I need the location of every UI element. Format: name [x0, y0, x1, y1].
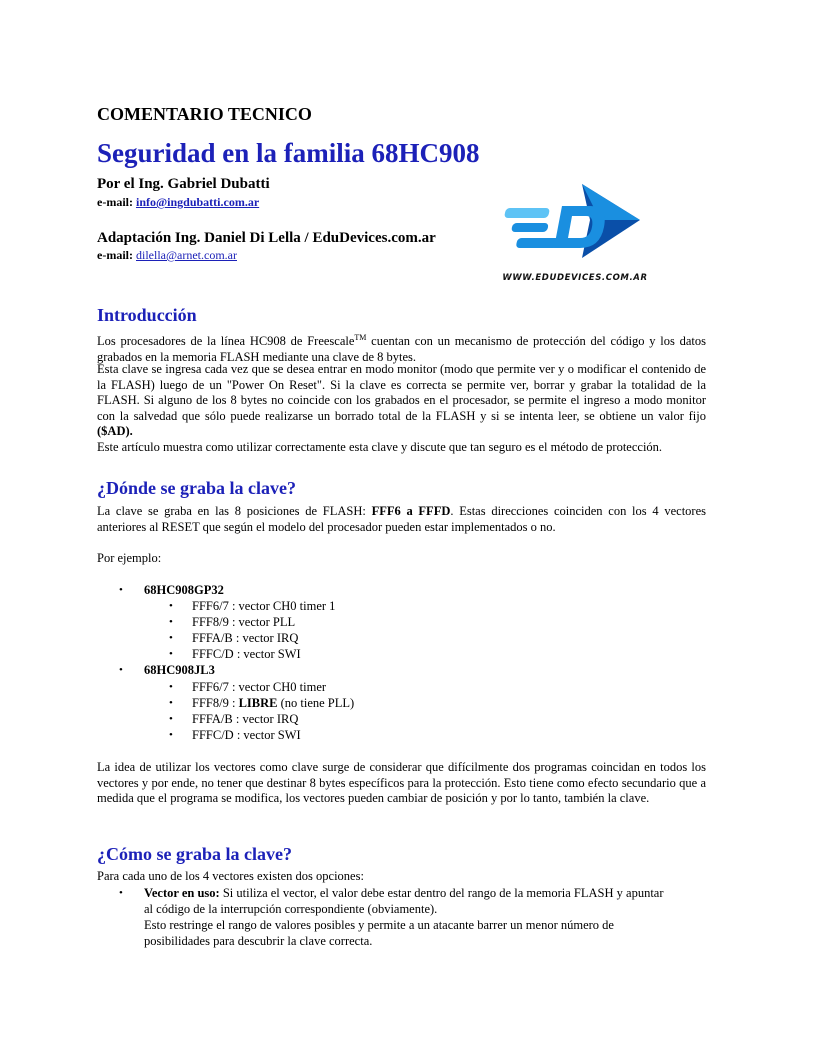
model-name-jl3: 68HC908JL3: [144, 663, 215, 677]
list-item: FFFA/B : vector IRQ: [192, 712, 299, 726]
author-line: Por el Ing. Gabriel Dubatti: [97, 176, 270, 192]
example-label: Por ejemplo:: [97, 551, 162, 565]
adapter-email-link[interactable]: dilella@arnet.com.ar: [135, 248, 237, 262]
intro-paragraph-2: [97, 362, 706, 440]
article-kicker: COMENTARIO TECNICO: [97, 104, 312, 124]
list-item: FFF6/7 : vector CH0 timer: [192, 680, 327, 694]
sub-bullet-icon: •: [169, 729, 173, 741]
list-item-text-cont: (no tiene PLL): [277, 696, 355, 710]
author-email-link[interactable]: info@ingdubatti.com.ar: [135, 195, 260, 209]
section-heading-where: ¿Dónde se graba la clave?: [97, 478, 296, 498]
list-item-text: FFF8/9 :: [192, 696, 239, 710]
sub-bullet-icon: •: [169, 697, 173, 709]
list-item: FFF6/7 : vector CH0 timer 1: [192, 599, 336, 613]
logo-letter-e-top: [504, 208, 550, 218]
email-label: e-mail:: [97, 195, 133, 209]
logo-caption: WWW.EDUDEVICES.COM.AR: [502, 273, 648, 283]
sub-bullet-icon: •: [169, 616, 173, 628]
edudevices-logo: [482, 180, 668, 288]
logo-letter-e-bottom: [516, 238, 560, 248]
intro-p1-text-cont: cuentan con un mecanismo de protección del código y los datos grabados en la memoria FLASH mediante una clave de 8 bytes.: [97, 334, 706, 364]
section-heading-how: ¿Cómo se graba la clave?: [97, 844, 292, 864]
where-p1-text: La clave se graba en las 8 posiciones de FLASH:: [97, 504, 372, 518]
intro-paragraph-3: Este artículo muestra como utilizar correctamente esta clave y discute que tan seguro es el método de protección.: [97, 440, 663, 454]
option-text: Si utiliza el vector, el valor debe estar dentro del rango de la memoria FLASH y apuntar: [219, 886, 664, 900]
sub-bullet-icon: •: [169, 648, 173, 660]
adaptation-line: Adaptación Ing. Daniel Di Lella / EduDevices.com.ar: [97, 230, 436, 246]
model-name-gp32: 68HC908GP32: [144, 583, 224, 597]
author-email-line: [97, 195, 259, 210]
bullet-icon: •: [119, 664, 123, 676]
email-label: e-mail:: [97, 248, 133, 262]
list-item: [192, 695, 354, 711]
intro-paragraph-1: [97, 330, 706, 365]
where-paragraph-2: La idea de utilizar los vectores como clave surge de considerar que difícilmente dos programas coincidan en todos los vectores y por ende, no tener que destinar 8 bytes específicos para la protección. Esto tiene como efecto secundario que a medida que el programa se modifica, los vectores pueden cambiar de posición y por lo tanto, también la clave.: [97, 760, 706, 806]
list-item: FFF8/9 : vector PLL: [192, 615, 296, 629]
list-item: FFFC/D : vector SWI: [192, 728, 301, 742]
section-heading-intro: Introducción: [97, 305, 197, 325]
article-title: Seguridad en la familia 68HC908: [97, 138, 480, 168]
option-line-1: [144, 885, 664, 901]
sub-bullet-icon: •: [169, 681, 173, 693]
bullet-icon: •: [119, 584, 123, 596]
bullet-icon: •: [119, 887, 123, 899]
fixed-value: ($AD).: [97, 424, 133, 439]
sub-bullet-icon: •: [169, 632, 173, 644]
adapter-email-line: [97, 248, 237, 263]
list-item: FFFA/B : vector IRQ: [192, 631, 299, 645]
option-line-2: al código de la interrupción correspondiente (obviamente).: [144, 902, 438, 916]
sub-bullet-icon: •: [169, 600, 173, 612]
intro-p1-text: Los procesadores de la línea HC908 de Freescale: [97, 334, 355, 349]
option-line-4: posibilidades para descubrir la clave correcta.: [144, 934, 373, 948]
intro-p2-text: Esta clave se ingresa cada vez que se desea entrar en modo monitor (modo que permite ver y o modificar el contenido de la FLASH) luego de un "Power On Reset". Si la clave es correcta se permite ver, borrar y grabar la totalidad de la FLASH. Si alguno de los 8 bytes no coincide con los grabados en el procesador, se permite el ingreso a modo monitor con la salvedad que sólo puede realizarse un borrado total de la FLASH y si se intenta leer, se obtiene un valor fijo: [97, 362, 706, 423]
trademark-mark: TM: [354, 333, 367, 342]
option-line-3: Esto restringe el rango de valores posibles y permite a un atacante barrer un menor número de: [144, 918, 614, 932]
option-title: Vector en uso:: [144, 886, 220, 900]
list-item: FFFC/D : vector SWI: [192, 647, 301, 661]
address-range: FFF6 a FFFD: [371, 504, 451, 518]
free-label: LIBRE: [238, 696, 278, 710]
where-paragraph-1: [97, 504, 706, 535]
where-p1-text-cont: . Estas direcciones coinciden con los 4 vectores anteriores al RESET que según el modelo del procesador pueden estar implementados o no.: [97, 504, 706, 534]
how-intro: Para cada uno de los 4 vectores existen dos opciones:: [97, 869, 364, 883]
logo-letter-e-mid: [511, 223, 549, 232]
sub-bullet-icon: •: [169, 713, 173, 725]
logo-graphic: [482, 180, 668, 288]
